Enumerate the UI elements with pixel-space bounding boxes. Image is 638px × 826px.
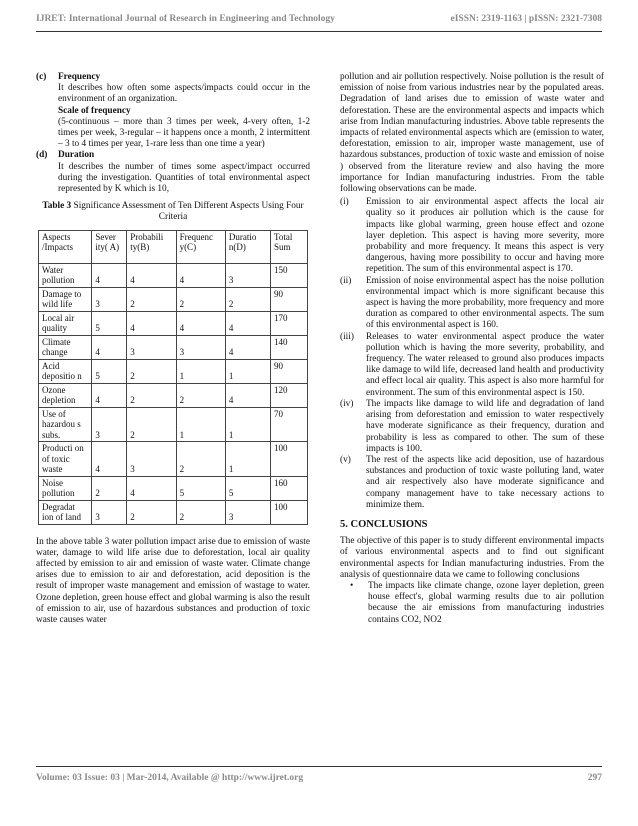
conclusions-paragraph: The objective of this paper is to study different environmental impacts of various environmental aspects and to find out significant environmental aspects for Indian manufacturing industries. From the analysis of questionnaire data we came to following conclusions <box>340 536 604 580</box>
table-row-label: Water pollution <box>39 263 92 287</box>
table-header-cell: Total Sum <box>271 230 308 263</box>
table-header-cell: Duratio n(D) <box>225 230 270 263</box>
table-cell: 2 <box>176 287 225 311</box>
table-cell: 4 <box>176 311 225 335</box>
table-row-label: Producti on of toxic waste <box>39 442 92 477</box>
list-item-number: (iii) <box>340 331 354 342</box>
table-cell: 4 <box>92 263 127 287</box>
item-label: (c) <box>36 72 47 82</box>
table-cell: 1 <box>176 359 225 383</box>
table-cell: 2 <box>176 500 225 524</box>
observations-list <box>340 197 604 511</box>
table-cell: 3 <box>92 500 127 524</box>
table-row <box>39 442 308 477</box>
table-cell: 3 <box>92 407 127 442</box>
table-caption <box>36 201 310 223</box>
list-item <box>340 276 604 332</box>
table-row-label: Climate change <box>39 335 92 359</box>
duration-text: It describes the number of times some aspect/impact occurred during the investigation. Quantities of total environmental aspect represented by K which is 10, <box>58 161 310 195</box>
table-cell: 120 <box>271 383 308 407</box>
table-caption-label: Table 3 <box>42 201 72 212</box>
table-cell: 2 <box>127 407 176 442</box>
header-rule <box>36 31 602 32</box>
table-header-cell: Frequenc y(C) <box>176 230 225 263</box>
table-row <box>39 359 308 383</box>
table-cell: 4 <box>176 263 225 287</box>
list-item-number: (v) <box>340 454 351 465</box>
list-item-number: (ii) <box>340 275 352 286</box>
table-row <box>39 311 308 335</box>
bullet-icon: • <box>350 580 354 591</box>
table-cell: 2 <box>127 287 176 311</box>
table-caption-text: Significance Assessment of Ten Different Aspects Using Four Criteria <box>73 201 304 223</box>
frequency-text: It describes how often some aspects/impacts could occur in the environment of an organization. <box>58 83 310 105</box>
table-cell: 4 <box>127 476 176 500</box>
frequency-title: Frequency <box>58 72 101 82</box>
table-cell: 5 <box>92 359 127 383</box>
left-column <box>36 72 310 626</box>
table-cell: 4 <box>92 335 127 359</box>
list-item-number: (i) <box>340 197 349 208</box>
table-cell: 1 <box>225 442 270 477</box>
table-cell: 3 <box>225 263 270 287</box>
table-row <box>39 407 308 442</box>
table-cell: 1 <box>176 407 225 442</box>
section-heading: 5. CONCLUSIONS <box>340 518 428 530</box>
table-cell: 5 <box>176 476 225 500</box>
table-cell: 2 <box>127 383 176 407</box>
table-row-label: Noise pollution <box>39 476 92 500</box>
table-cell: 4 <box>127 311 176 335</box>
list-item <box>340 399 604 455</box>
table-header-cell: Sever ity( A) <box>92 230 127 263</box>
footer-rule <box>36 766 602 767</box>
significance-table <box>38 230 308 525</box>
table-cell: 4 <box>225 311 270 335</box>
table-row <box>39 383 308 407</box>
table-row-label: Degradat ion of land <box>39 500 92 524</box>
table-row <box>39 500 308 524</box>
table-cell: 4 <box>127 263 176 287</box>
table-row-label: Damage to wild life <box>39 287 92 311</box>
table-row <box>39 476 308 500</box>
list-item-text: The impacts like damage to wild life and degradation of land arising from deforestation and emission to water respectively have moderate significance as their frequency, duration and probability is less as compared to other. The sum of these impacts is 100. <box>366 398 604 454</box>
table-cell: 3 <box>92 287 127 311</box>
table-row-label: Use of hazardou s subs. <box>39 407 92 442</box>
table-cell: 90 <box>271 287 308 311</box>
list-item-text: Emission of noise environmental aspect has the noise pollution environmental impact which is more significant because this aspect is having the more probability, more frequency and more duration as compared to other environmental aspects. The sum of this environmental aspect is 160. <box>366 275 604 331</box>
table-cell: 2 <box>127 500 176 524</box>
table-cell: 4 <box>92 383 127 407</box>
list-item-text: Releases to water environmental aspect produce the water pollution which is having the more severity, probability, and frequency. The water released to ground also produces impacts like damage to wild life, decreased land health and productivity and effect local air quality. This aspect is also more harmful for environment. The sum of this environmental aspect is 150. <box>366 331 604 398</box>
table-cell: 150 <box>271 263 308 287</box>
table-row-label: Local air quality <box>39 311 92 335</box>
page-header <box>36 14 602 26</box>
table-cell: 4 <box>92 442 127 477</box>
scale-text: (5-continuous – more than 3 times per week, 4-very often, 1-2 times per week, 3-regular – it happens once a month, 2 intermittent – 3 to 4 times per year, 1-rare less than one time a year) <box>58 116 310 150</box>
list-item <box>340 197 604 275</box>
table-cell: 1 <box>225 359 270 383</box>
journal-title: IJRET: International Journal of Research in Engineering and Technology <box>36 14 335 24</box>
table-header-cell: Aspects /Impacts <box>39 230 92 263</box>
table-cell: 3 <box>176 335 225 359</box>
table-header-cell: Probabili ty(B) <box>127 230 176 263</box>
page-number: 297 <box>587 773 602 783</box>
list-item-text: Emission to air environmental aspect affects the local air quality so it produces air pollution which is the cause for impacts like global warming, green house effect and ozone layer depletion. This aspect is having more severity, more probability and more frequency. It means this aspect is very dangerous, having more possibility to occur and having more repetition. The sum of this environmental aspect is 170. <box>366 197 604 275</box>
table-cell: 100 <box>271 500 308 524</box>
volume-info: Volume: 03 Issue: 03 | Mar-2014, Available @ http://www.ijret.org <box>36 773 304 783</box>
table-cell: 4 <box>225 383 270 407</box>
item-label: (d) <box>36 150 48 161</box>
table-cell: 2 <box>176 383 225 407</box>
intro-paragraph: pollution and air pollution respectively. Noise pollution is the result of emission of noise from various industries near by the populated areas. Degradation of land arises due to emission of waste water and deforestation. These are the environmental aspects and impacts which arise from Indian manufacturing industries. Above table represents the impacts of related environmental aspects which are (emission to water, deforestation, emission to air, improper waste management, use of hazardous substances, production of toxic waste and emission of noise ) observed from the literature review and also having the more importance for Indian manufacturing industries. From the table following observations can be made. <box>340 72 604 195</box>
table-cell: 2 <box>92 476 127 500</box>
table-header-row <box>39 230 308 263</box>
list-item <box>340 332 604 399</box>
table-row-label: Ozone depletion <box>39 383 92 407</box>
table-cell: 2 <box>127 359 176 383</box>
table-cell: 5 <box>225 476 270 500</box>
table-row <box>39 335 308 359</box>
table-cell: 100 <box>271 442 308 477</box>
table-row-label: Acid depositio n <box>39 359 92 383</box>
table-cell: 2 <box>176 442 225 477</box>
issn: eISSN: 2319-1163 | pISSN: 2321-7308 <box>450 14 602 24</box>
table-row <box>39 287 308 311</box>
table-cell: 3 <box>127 442 176 477</box>
table-cell: 140 <box>271 335 308 359</box>
table-cell: 70 <box>271 407 308 442</box>
table-cell: 3 <box>225 500 270 524</box>
duration-title: Duration <box>58 150 95 161</box>
right-column <box>340 72 604 626</box>
table-cell: 170 <box>271 311 308 335</box>
page-footer <box>36 773 602 785</box>
list-item <box>340 455 604 511</box>
table-cell: 3 <box>127 335 176 359</box>
table-cell: 160 <box>271 476 308 500</box>
table-cell: 1 <box>225 407 270 442</box>
item-frequency <box>36 72 310 150</box>
list-item-text: The rest of the aspects like acid deposition, use of hazardous substances and production of toxic waste polluting land, water and air respectively also have moderate significance and company management have to take necessary actions to minimize them. <box>366 454 604 510</box>
after-table-text: In the above table 3 water pollution impact arise due to emission of waste water, damage to wild life arise due to deforestation, local air quality affected by emission to air and emission of waste water. Climate change arises due to emission to air and deforestation, acid deposition is the result of improper waste management and emission of wastage to water. Ozone depletion, green house effect and global warming is also the result of emission to air, use of hazardous substances and production of toxic waste causes water <box>36 536 310 626</box>
table-cell: 4 <box>225 335 270 359</box>
item-duration <box>36 150 310 195</box>
list-item-number: (iv) <box>340 398 354 409</box>
scale-title: Scale of frequency <box>58 105 131 116</box>
conclusion-bullet <box>350 581 604 626</box>
bullet-text: The impacts like climate change, ozone layer depletion, green house effect's, global warming results due to air pollution because the air emissions from manufacturing industries contains CO2, NO2 <box>368 580 604 625</box>
table-row <box>39 263 308 287</box>
table-cell: 2 <box>225 287 270 311</box>
table-cell: 90 <box>271 359 308 383</box>
table-cell: 5 <box>92 311 127 335</box>
